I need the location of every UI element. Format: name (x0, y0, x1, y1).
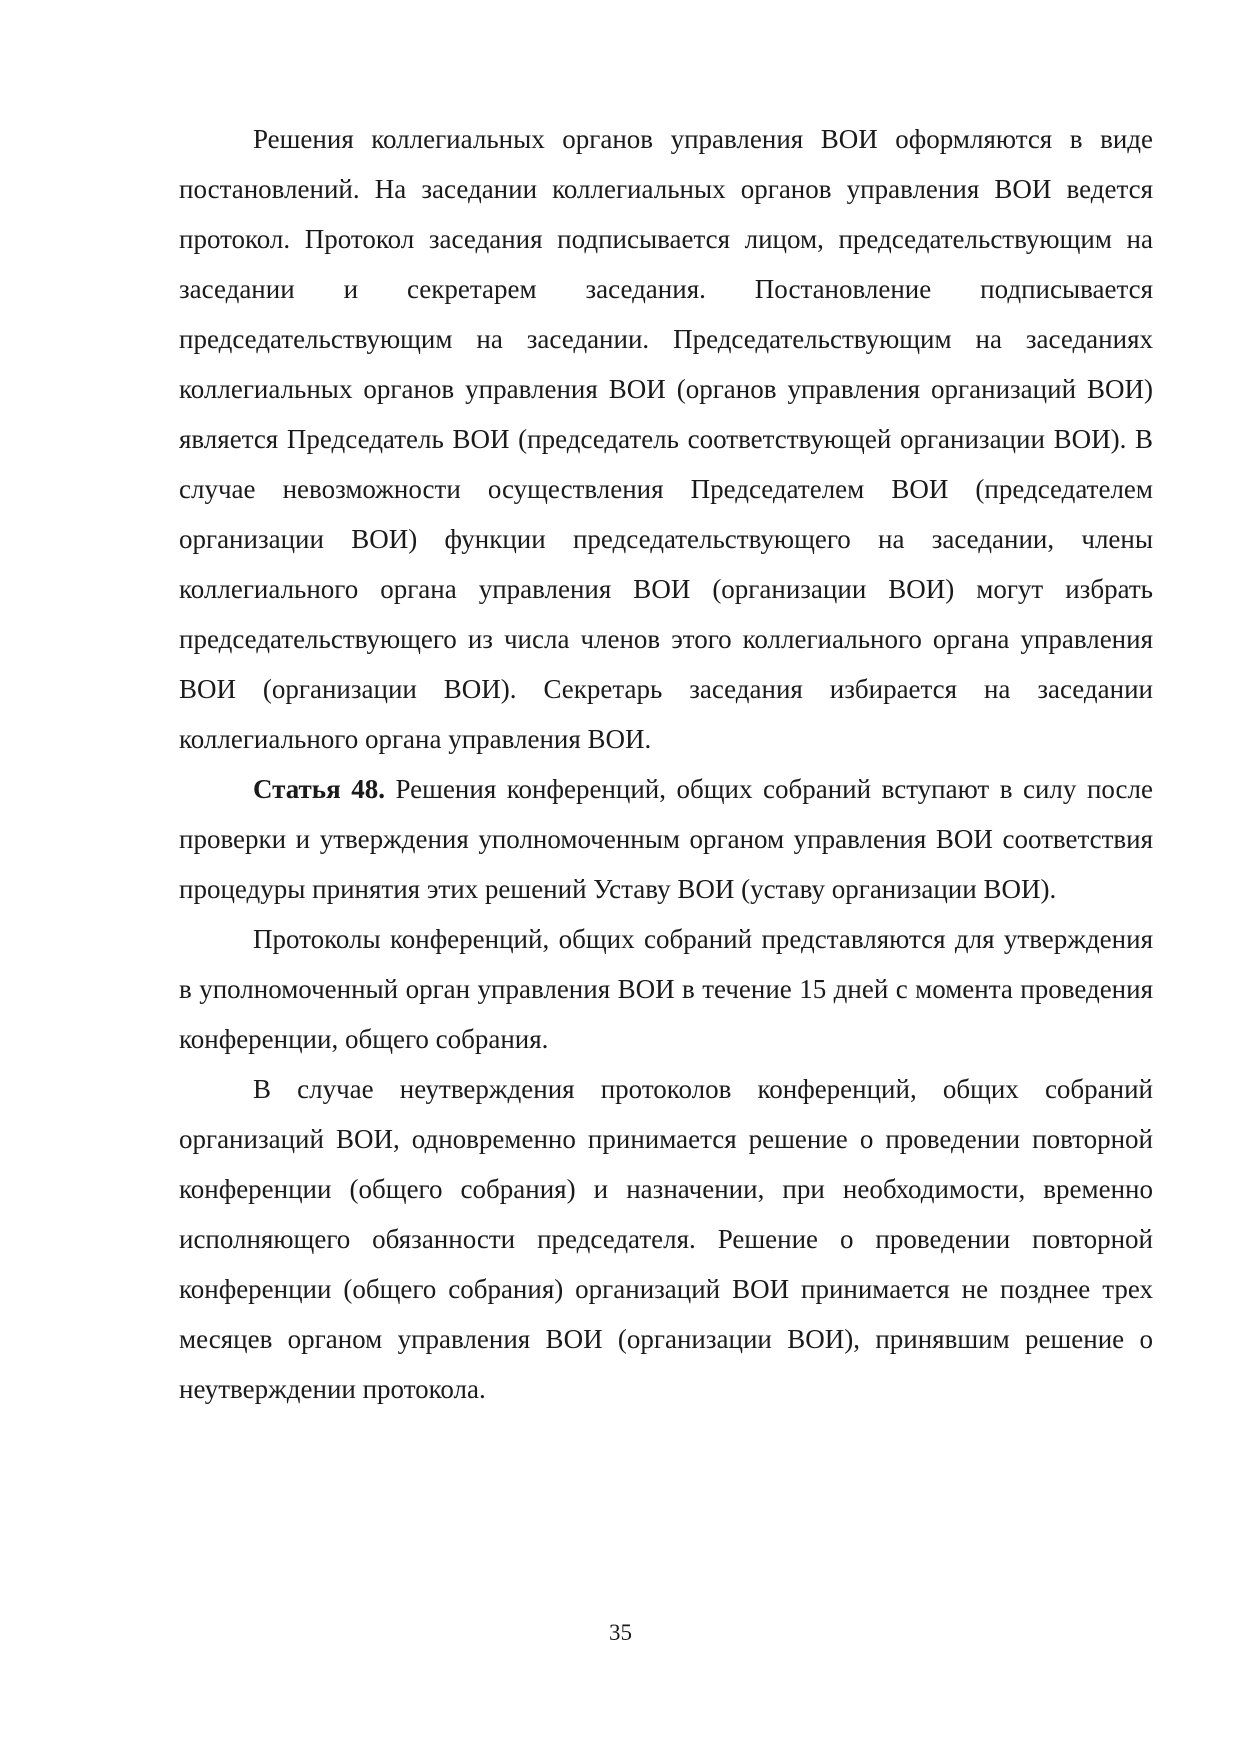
paragraph-4 (179, 1064, 1153, 1414)
paragraph-1-text: Решения коллегиальных органов управления ВОИ оформляются в виде постановлений. На заседании коллегиальных органов управления ВОИ ведется протокол. Протокол заседания подписывается лицом, председательствующим на заседании и секретарем заседания. Постановление подписывается председательствующим на заседании. Председательствующим на заседаниях коллегиальных органов управления ВОИ (органов управления организаций ВОИ) является Председатель ВОИ (председатель соответствующей организации ВОИ). В случае невозможности осуществления Председателем ВОИ (председателем организации ВОИ) функции председательствующего на заседании, члены коллегиального органа управления ВОИ (организации ВОИ) могут избрать председательствующего из числа членов этого коллегиального органа управления ВОИ (организации ВОИ). Секретарь заседания избирается на заседании коллегиального органа управления ВОИ. (179, 124, 1153, 754)
paragraph-article-48 (179, 764, 1153, 914)
paragraph-3 (179, 914, 1153, 1064)
page-number: 35 (609, 1620, 632, 1645)
paragraph-3-text: Протоколы конференций, общих собраний представляются для утверждения в уполномоченный орган управления ВОИ в течение 15 дней с момента проведения конференции, общего собрания. (179, 924, 1153, 1054)
paragraph-4-text: В случае неутверждения протоколов конференций, общих собраний организаций ВОИ, одновременно принимается решение о проведении повторной конференции (общего собрания) и назначении, при необходимости, временно исполняющего обязанности председателя. Решение о проведении повторной конференции (общего собрания) организаций ВОИ принимается не позднее трех месяцев органом управления ВОИ (организации ВОИ), принявшим решение о неутверждении протокола. (179, 1074, 1153, 1404)
paragraph-2-text: Решения конференций, общих собраний вступают в силу после проверки и утверждения уполномоченным органом управления ВОИ соответствия процедуры принятия этих решений Уставу ВОИ (уставу организации ВОИ). (179, 774, 1154, 904)
page-body (179, 114, 1153, 1414)
article-48-label: Статья 48. (253, 774, 385, 804)
paragraph-1 (179, 114, 1153, 764)
